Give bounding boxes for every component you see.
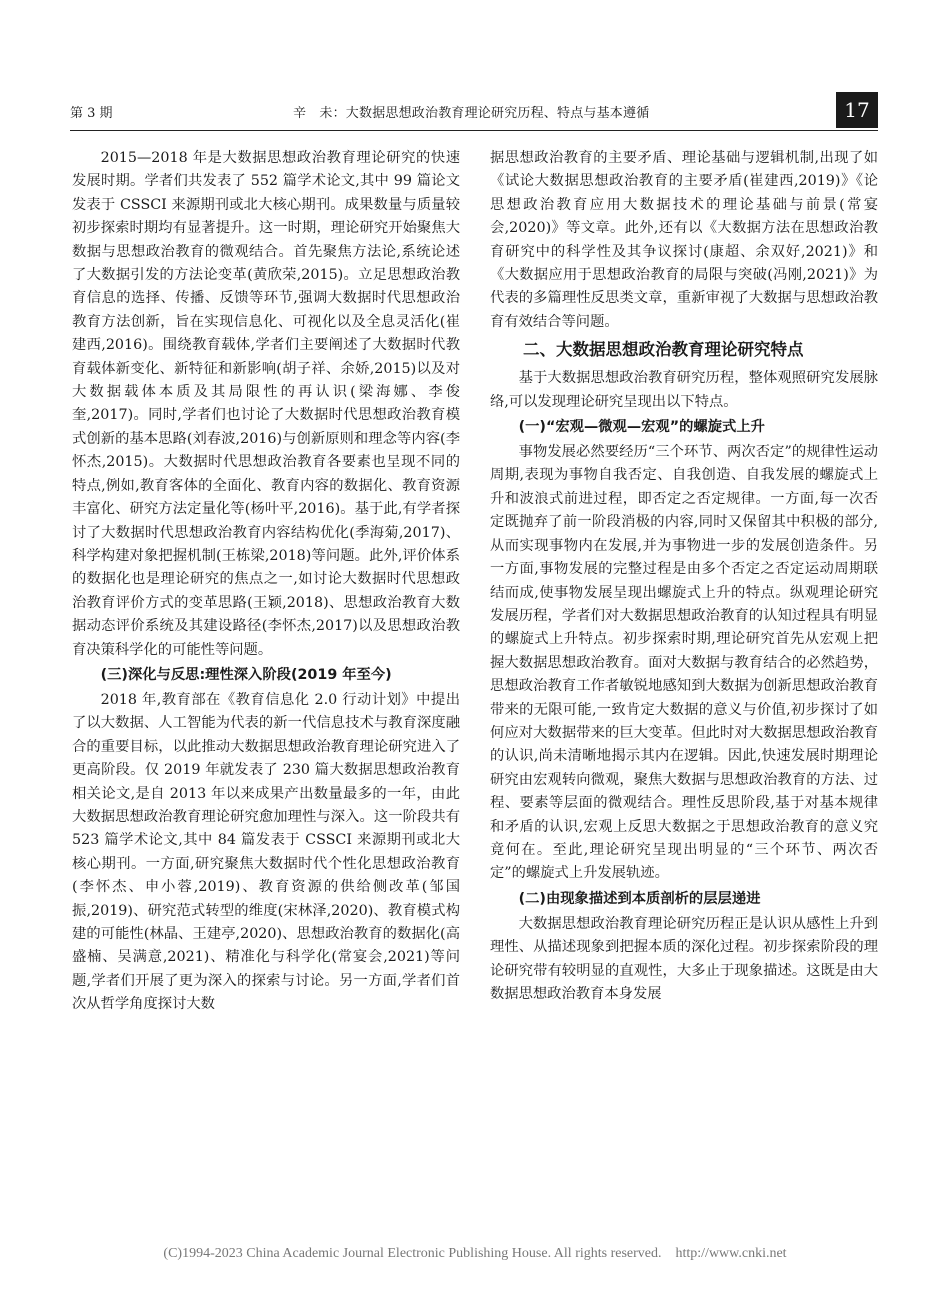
paragraph: 2015—2018 年是大数据思想政治教育理论研究的快速发展时期。学者们共发表了 552 篇学术论文,其中 99 篇论文发表于 CSSCI 来源期刊或北大核心期刊。成果数量与质量较初步探索时期均有显著提升。这一时期，理论研究开始聚焦大数据与思想政治教育的微观结合。首先聚焦方法论,系统论述了大数据引发的方法论变革(黄欣荣,2015)。立足思想政治教育信息的选择、传播、反馈等环节,强调大数据时代思想政治教育方法创新，旨在实现信息化、可视化以及全息灵活化(崔建西,2016)。围绕教育载体,学者们主要阐述了大数据时代教育载体新变化、新特征和新影响(胡子祥、余娇,2015)以及对大数据载体本质及其局限性的再认识(梁海娜、李俊奎,2017)。同时,学者们也讨论了大数据时代思想政治教育模式创新的基本思路(刘春波,2016)与创新原则和理念等内容(李怀杰,2015)。大数据时代思想政治教育各要素也呈现不同的特点,例如,教育客体的全面化、教育内容的数据化、教育资源丰富化、研究方法定量化等(杨叶平,2016)。基于此,有学者探讨了大数据时代思想政治教育内容结构优化(季海菊,2017)、科学构建对象把握机制(王栋梁,2018)等问题。此外,评价体系的数据化也是理论研究的焦点之一,如讨论大数据时代思想政治教育评价方式的变革思路(王颖,2018)、思想政治教育大数据动态评价系统及其建设路径(李怀杰,2017)以及思想政治教育决策科学化的可能性等问题。	[72, 150, 460, 658]
subsection-heading: (二)由现象描述到本质剖析的层层递进	[518, 890, 761, 907]
paragraph: 2018 年,教育部在《教育信息化 2.0 行动计划》中提出了以大数据、人工智能为代表的新一代信息技术与教育深度融合的重要目标，以此推动大数据思想政治教育理论研究进入了更高阶段。仅 2019 年就发表了 230 篇大数据思想政治教育相关论文,是自 2013 年以来成果产出数量最多的一年，由此大数据思想政治教育理论研究愈加理性与深入。这一阶段共有 523 篇学术论文,其中 84 篇发表于 CSSCI 来源期刊或北大核心期刊。一方面,研究聚焦大数据时代个性化思想政治教育(李怀杰、申小蓉,2019)、教育资源的供给侧改革(邹国振,2019)、研究范式转型的维度(宋林泽,2020)、教育模式构建的可能性(林晶、王建亭,2020)、思想政治教育的数据化(高盛楠、吴满意,2021)、精准化与科学化(常宴会,2021)等问题,学者们开展了更为深入的探索与讨论。另一方面,学者们首次从哲学角度探讨大数	[72, 691, 460, 1013]
section-title: 二、大数据思想政治教育理论研究特点	[523, 340, 804, 360]
left-column	[72, 147, 460, 1017]
paragraph-continued: 据思想政治教育的主要矛盾、理论基础与逻辑机制,出现了如《试论大数据思想政治教育的主要矛盾(崔建西,2019)》《论思想政治教育应用大数据技术的理论基础与前景(常宴会,2020)》等文章。此外,还有以《大数据方法在思想政治教育研究中的科学性及其争议探讨(康超、余双好,2021)》和《大数据应用于思想政治教育的局限与突破(冯刚,2021)》为代表的多篇理性反思类文章，重新审视了大数据与思想政治教育有效结合等问题。	[490, 150, 878, 330]
right-column	[490, 147, 878, 1006]
copyright-footer: (C)1994-2023 China Academic Journal Electronic Publishing House. All rights reserved. http://www.cnki.net	[163, 1246, 787, 1261]
subsection-heading: (一)“宏观—微观—宏观”的螺旋式上升	[518, 419, 765, 436]
paragraph: 大数据思想政治教育理论研究历程正是认识从感性上升到理性、从描述现象到把握本质的深化过程。初步探索阶段的理论研究带有较明显的直观性，大多止于现象描述。这既是由大数据思想政治教育本身发展	[490, 915, 878, 1002]
running-title: 辛 未：大数据思想政治教育理论研究历程、特点与基本遵循	[293, 106, 650, 121]
paragraph: 事物发展必然要经历“三个环节、两次否定”的规律性运动周期,表现为事物自我否定、自我创造、自我发展的螺旋式上升和波浪式前进过程，即否定之否定规律。一方面,每一次否定既抛弃了前一阶段消极的内容,同时又保留其中积极的部分,从而实现事物内在发展,并为事物进一步的发展创造条件。另一方面,事物发展的完整过程是由多个否定之否定运动周期联结而成,使事物发展呈现出螺旋式上升的特点。纵观理论研究发展历程，学者们对大数据思想政治教育的认知过程具有明显的螺旋式上升特点。初步探索时期,理论研究首先从宏观上把握大数据思想政治教育。面对大数据与教育结合的必然趋势，思想政治教育工作者敏锐地感知到大数据为创新思想政治教育带来的无限可能,一致肯定大数据的意义与价值,初步探讨了如何应对大数据带来的巨大变革。但此时对大数据思想政治教育的认识,尚未清晰地揭示其内在逻辑。因此,快速发展时期理论研究由宏观转向微观，聚焦大数据与思想政治教育的方法、过程、要素等层面的微观结合。理性反思阶段,基于对基本规律和矛盾的认识,宏观上反思大数据之于思想政治教育的意义究竟何在。至此,理论研究呈现出明显的“三个环节、两次否定”的螺旋式上升发展轨迹。	[490, 444, 878, 882]
page-header	[70, 92, 878, 132]
paragraph: 基于大数据思想政治教育研究历程，整体观照研究发展脉络,可以发现理论研究呈现出以下特点。	[490, 370, 878, 410]
issue-label: 第 3 期	[70, 106, 113, 121]
header-rule	[70, 130, 878, 131]
page-number: 17	[836, 92, 878, 128]
section-heading: (三)深化与反思:理性深入阶段(2019 年至今)	[100, 666, 392, 683]
